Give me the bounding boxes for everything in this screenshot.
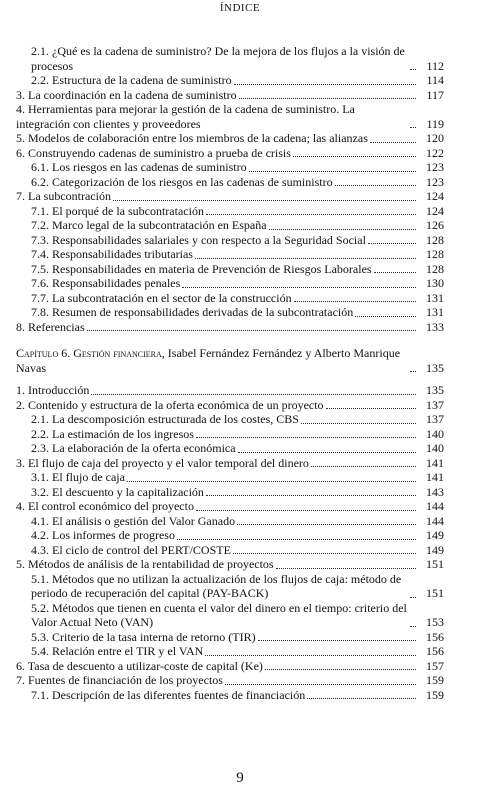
leader-dots [410,625,416,627]
toc-entry-text: 5.1. Métodos que no utilizan la actualización de los flujos de caja: método de periodo de recuperación del capital (PAY-BACK) [31,571,402,600]
toc-entry [16,688,444,703]
toc-entry-page: 144 [426,513,444,528]
chapter-label: Capítulo 6. Gestión financiera, [16,346,165,360]
toc-entry-page: 157 [426,658,444,673]
toc-entry-page: 131 [426,290,444,305]
toc-entry [16,543,444,558]
toc-entry [16,470,444,485]
toc-entry-text: 7.3. Responsabilidades salariales y con respecto a la Seguridad Social [31,232,366,247]
toc-entry-text: 7.6. Responsabilidades penales [31,276,181,290]
leader-dots [301,422,416,424]
toc-entry-text: 3.1. El flujo de caja [31,470,125,484]
chapter-page: 135 [426,360,444,375]
toc-entry-page: 137 [426,397,444,412]
leader-dots [374,271,416,273]
toc-entry-text: 6.2. Categorización de los riesgos en las cadenas de suministro [31,174,333,189]
leader-dots [276,567,416,569]
toc-entry [16,528,444,543]
toc-entry [16,218,444,233]
leader-dots [233,552,416,554]
toc-entry-page: 123 [426,174,444,189]
toc-entry-page: 144 [426,499,444,513]
toc-entry-text: 5.4. Relación entre el TIR y el VAN [31,644,204,658]
leader-dots [410,126,416,128]
toc-entry [16,630,444,645]
toc-entry-text: 2.2. Estructura de la cadena de suministro [31,73,232,87]
chapter-authors: Isabel Fernández Fernández y Alberto Manrique Navas [16,346,401,375]
leader-dots [237,523,416,525]
toc-entry-page: 149 [426,542,444,557]
leader-dots [238,451,416,453]
toc-entry-text: 4. El control económico del proyecto [16,499,194,513]
leader-dots [410,596,416,598]
toc-entry-text: 7.7. La subcontratación en el sector de la construcción [31,290,292,305]
toc-entry [16,160,444,175]
toc-entry [16,572,444,601]
toc-entry [16,485,444,500]
leader-dots [355,315,416,317]
toc-entry-text: 6. Construyendo cadenas de suministro a prueba de crisis [16,145,291,160]
leader-dots [368,242,416,244]
toc-entry [16,44,444,73]
toc-entry-page: 151 [426,557,444,571]
toc-entry-page: 137 [426,412,444,426]
leader-dots [293,155,416,157]
toc-entry-text: 3.2. El descuento y la capitalización [31,484,204,499]
toc-entry-text: 4. Herramientas para mejorar la gestión de la cadena de suministro. La integración con clientes y proveedores [16,102,355,131]
toc-entry-text: 7.1. El porqué de la subcontratación [31,203,204,218]
toc-entry-page: 126 [426,218,444,232]
toc-entry-text: 2.1. ¿Qué es la cadena de suministro? De la mejora de los flujos a la visión de procesos [31,44,405,73]
toc-entry-page: 120 [426,131,444,145]
toc-entry [16,644,444,659]
toc-entry-text: 6. Tasa de descuento a utilizar-coste de capital (Ke) [16,658,263,673]
toc-entry-page: 124 [426,203,444,218]
toc-entry-page: 119 [426,116,444,131]
leader-dots [239,97,416,99]
toc-entry-text: 8. Referencias [16,319,85,334]
leader-dots [258,639,416,641]
leader-dots [87,329,416,331]
toc-section-chapter-6 [16,383,444,702]
toc-entry [16,262,444,277]
toc-entry-text: 7.5. Responsabilidades en materia de Prevención de Riesgos Laborales [31,261,372,276]
toc-entry-text: 7. La subcontración [16,189,111,203]
toc-entry-text: 5. Modelos de colaboración entre los miembros de la cadena; las alianzas [16,131,368,145]
leader-dots [265,668,416,670]
leader-dots [307,697,416,699]
toc-entry [16,412,444,427]
toc-entry [16,189,444,204]
toc-entry [16,659,444,674]
toc-entry [16,305,444,320]
toc-entry-page: 140 [426,441,444,455]
leader-dots [326,407,416,409]
toc-section-chapter-5 [16,44,444,334]
toc-entry-page: 151 [426,586,444,600]
toc-entry [16,441,444,456]
leader-dots [196,509,416,511]
toc-entry-page: 153 [426,615,444,629]
toc-entry-page: 135 [426,383,444,397]
toc-entry [16,175,444,190]
toc-entry-page: 128 [426,261,444,276]
toc-entry-page: 159 [426,673,444,687]
toc-entry [16,276,444,291]
toc-entry [16,601,444,630]
toc-entry [16,291,444,306]
toc-entry [16,102,444,131]
toc-entry-text: 3. El flujo de caja del proyecto y el valor temporal del dinero [16,455,309,470]
leader-dots [195,257,416,259]
leader-dots [182,286,416,288]
toc-entry-page: 140 [426,426,444,441]
leader-dots [205,654,416,656]
page-number: 9 [236,770,244,786]
toc-entry-page: 124 [426,189,444,203]
toc-entry-page: 156 [426,629,444,644]
toc-entry [16,247,444,262]
toc-entry-text: 4.1. El análisis o gestión del Valor Ganado [31,513,236,528]
toc-entry-page: 128 [426,232,444,247]
toc-entry-text: 2. Contenido y estructura de la oferta económica de un proyecto [16,397,324,412]
toc-entry-page: 128 [426,247,444,261]
leader-dots [196,436,416,438]
running-header: ÍNDICE [219,2,261,14]
toc-entry-page: 122 [426,145,444,160]
toc-entry [16,320,444,335]
toc-entry-text: 4.3. El ciclo de control del PERT/COSTE [31,542,231,557]
toc-entry-text: 4.2. Los informes de progreso [31,528,175,542]
toc-entry-text: 7.4. Responsabilidades tributarias [31,247,193,261]
leader-dots [410,370,416,372]
chapter-heading [16,346,444,375]
leader-dots [127,480,416,482]
toc-entry-text: 7.2. Marco legal de la subcontratación en España [31,218,267,232]
toc-entry-text: 2.3. La elaboración de la oferta económica [31,441,236,455]
leader-dots [269,228,416,230]
leader-dots [234,83,416,85]
toc-entry [16,88,444,103]
toc-entry-text: 5.2. Métodos que tienen en cuenta el valor del dinero en el tiempo: criterio del Valor Actual Neto (VAN) [31,600,407,629]
leader-dots [370,141,416,143]
toc-entry [16,233,444,248]
leader-dots [113,199,416,201]
toc-entry [16,557,444,572]
toc-entry [16,383,444,398]
table-of-contents [16,44,444,702]
toc-entry [16,673,444,688]
toc-entry [16,398,444,413]
toc-entry-text: 5.3. Criterio de la tasa interna de retorno (TIR) [31,629,256,644]
chapter-title [16,346,408,375]
toc-entry-page: 112 [426,58,444,73]
toc-entry-page: 117 [426,87,444,102]
toc-entry [16,456,444,471]
toc-entry-page: 143 [426,484,444,499]
toc-entry-page: 131 [426,305,444,319]
toc-entry-page: 141 [426,455,444,470]
toc-entry-page: 114 [426,73,444,87]
toc-entry-text: 6.1. Los riesgos en las cadenas de suministro [31,160,247,174]
leader-dots [177,538,416,540]
toc-entry [16,204,444,219]
toc-entry-page: 133 [426,319,444,334]
toc-entry-text: 7.1. Descripción de las diferentes fuentes de financiación [31,687,306,702]
toc-entry [16,73,444,88]
toc-entry-page: 141 [426,470,444,484]
toc-entry-text: 2.2. La estimación de los ingresos [31,426,194,441]
leader-dots [91,393,416,395]
toc-entry-text: 3. La coordinación en la cadena de suministro [16,87,237,102]
toc-entry-page: 149 [426,528,444,542]
leader-dots [225,683,416,685]
toc-entry-text: 1. Introducción [16,383,90,397]
toc-entry-page: 123 [426,160,444,174]
leader-dots [206,494,416,496]
leader-dots [206,213,416,215]
leader-dots [410,68,416,70]
toc-entry-text: 2.1. La descomposición estructurada de los costes, CBS [31,412,299,426]
toc-entry [16,131,444,146]
toc-entry-text: 7. Fuentes de financiación de los proyectos [16,673,223,687]
toc-entry-page: 159 [426,687,444,702]
toc-entry [16,499,444,514]
toc-entry [16,146,444,161]
toc-entry-page: 156 [426,644,444,658]
toc-entry [16,427,444,442]
leader-dots [249,170,416,172]
leader-dots [311,465,416,467]
leader-dots [335,184,416,186]
toc-entry-text: 7.8. Resumen de responsabilidades derivadas de la subcontratación [31,305,354,319]
leader-dots [294,300,416,302]
toc-entry [16,514,444,529]
toc-entry-page: 130 [426,276,444,290]
toc-entry-text: 5. Métodos de análisis de la rentabilidad de proyectos [16,557,274,571]
